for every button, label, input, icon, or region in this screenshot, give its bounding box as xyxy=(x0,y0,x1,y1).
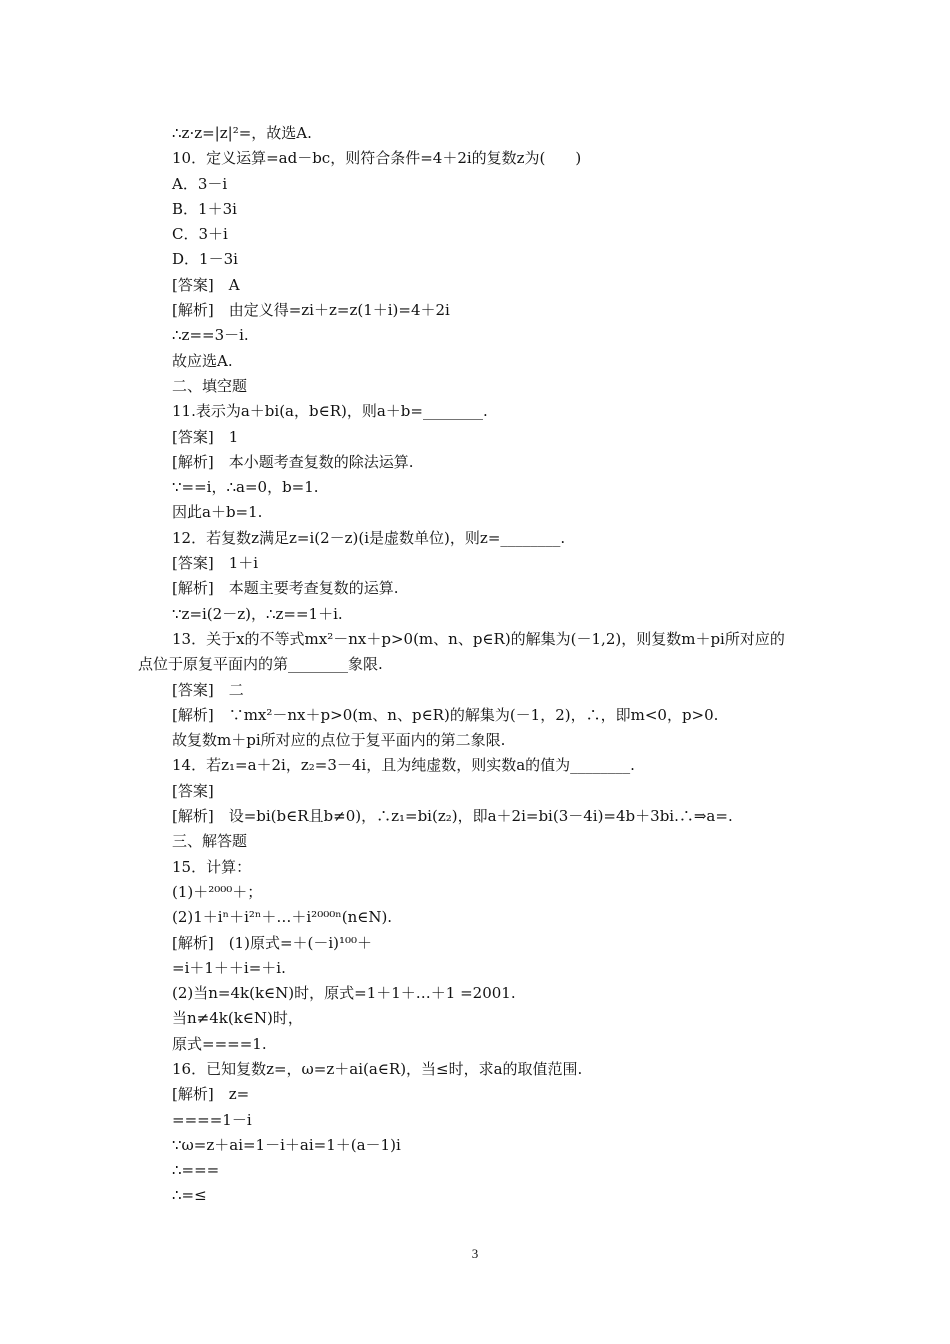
text-line: 15．计算： xyxy=(172,857,252,876)
text-line: 11.表示为a＋bi(a，b∈R)，则a＋b=________. xyxy=(172,402,488,421)
text-line: A．3－i xyxy=(172,174,228,193)
text-line: 因此a＋b=1. xyxy=(172,503,263,522)
text-line: ∵z=i(2－z)，∴z==1＋i. xyxy=(172,604,343,623)
text-line: [解析] z= xyxy=(172,1085,250,1104)
text-line: [解析] 本小题考查复数的除法运算. xyxy=(172,452,414,471)
text-line: 当n≠4k(k∈N)时， xyxy=(172,1009,303,1028)
text-line: [解析] (1)原式=＋(－i)¹⁰⁰＋ xyxy=(172,933,373,952)
text-line: 10．定义运算=ad－bc，则符合条件=4＋2i的复数z为( ) xyxy=(172,149,582,168)
text-line: 点位于原复平面内的第________象限. xyxy=(138,655,383,674)
text-line: D．1－3i xyxy=(172,250,238,269)
section-heading: 二、填空题 xyxy=(172,376,248,395)
text-line: [解析] 本题主要考查复数的运算. xyxy=(172,579,399,598)
text-line: 13．关于x的不等式mx²－nx＋p>0(m、n、p∈R)的解集为(－1,2)，则复数m＋pi所对应的 xyxy=(172,629,785,648)
text-line: 12．若复数z满足z=i(2－z)(i是虚数单位)，则z=________. xyxy=(172,528,566,547)
text-line: [解析] 设=bi(b∈R且b≠0)，∴z₁=bi(z₂)，即a＋2i=bi(3－4i)=4b＋3bi.∴⇒a=. xyxy=(172,807,733,826)
text-line: =i＋1＋＋i=＋i. xyxy=(172,958,286,977)
text-line: (1)＋²⁰⁰⁰＋； xyxy=(172,882,263,901)
text-line: (2)1＋iⁿ＋i²ⁿ＋…＋i²⁰⁰⁰ⁿ(n∈N). xyxy=(172,908,393,927)
text-line: [答案] xyxy=(172,781,214,800)
text-line: [解析] 由定义得=zi＋z=z(1＋i)=4＋2i xyxy=(172,301,450,320)
page-number: 3 xyxy=(471,1246,479,1261)
text-line: [解析] ∵mx²－nx＋p>0(m、n、p∈R)的解集为(－1，2)，∴，即m<0，p>0. xyxy=(172,705,719,724)
text-line: [答案] 1 xyxy=(172,427,239,446)
text-line: ∴=== xyxy=(172,1161,220,1180)
text-line: ∵ω=z＋ai=1－i＋ai=1＋(a－1)i xyxy=(172,1135,401,1154)
text-line: 故应选A. xyxy=(172,351,233,370)
text-line: [答案] A xyxy=(172,275,240,294)
document-body xyxy=(138,121,828,1209)
section-heading: 三、解答题 xyxy=(172,832,248,851)
text-line: [答案] 二 xyxy=(172,680,244,699)
text-line: [答案] 1＋i xyxy=(172,554,259,573)
text-line: (2)当n=4k(k∈N)时，原式=1＋1＋…＋1 =2001. xyxy=(172,984,516,1003)
text-line: 14．若z₁=a＋2i，z₂=3－4i，且为纯虚数，则实数a的值为________. xyxy=(172,756,635,775)
text-line: ====1－i xyxy=(172,1110,252,1129)
text-line: ∴z·z=|z|²=，故选A. xyxy=(172,124,312,142)
text-line: 故复数m＋pi所对应的点位于复平面内的第二象限. xyxy=(172,731,506,750)
text-line: ∴z==3－i. xyxy=(172,326,249,345)
text-line: ∴=≤ xyxy=(172,1186,207,1205)
text-line: ∵==i，∴a=0，b=1. xyxy=(172,478,319,497)
text-line: 16．已知复数z=，ω=z＋ai(a∈R)，当≤时，求a的取值范围. xyxy=(172,1059,583,1078)
text-line: C．3＋i xyxy=(172,225,228,244)
text-line: B．1＋3i xyxy=(172,199,237,218)
text-line: 原式====1. xyxy=(172,1034,267,1053)
